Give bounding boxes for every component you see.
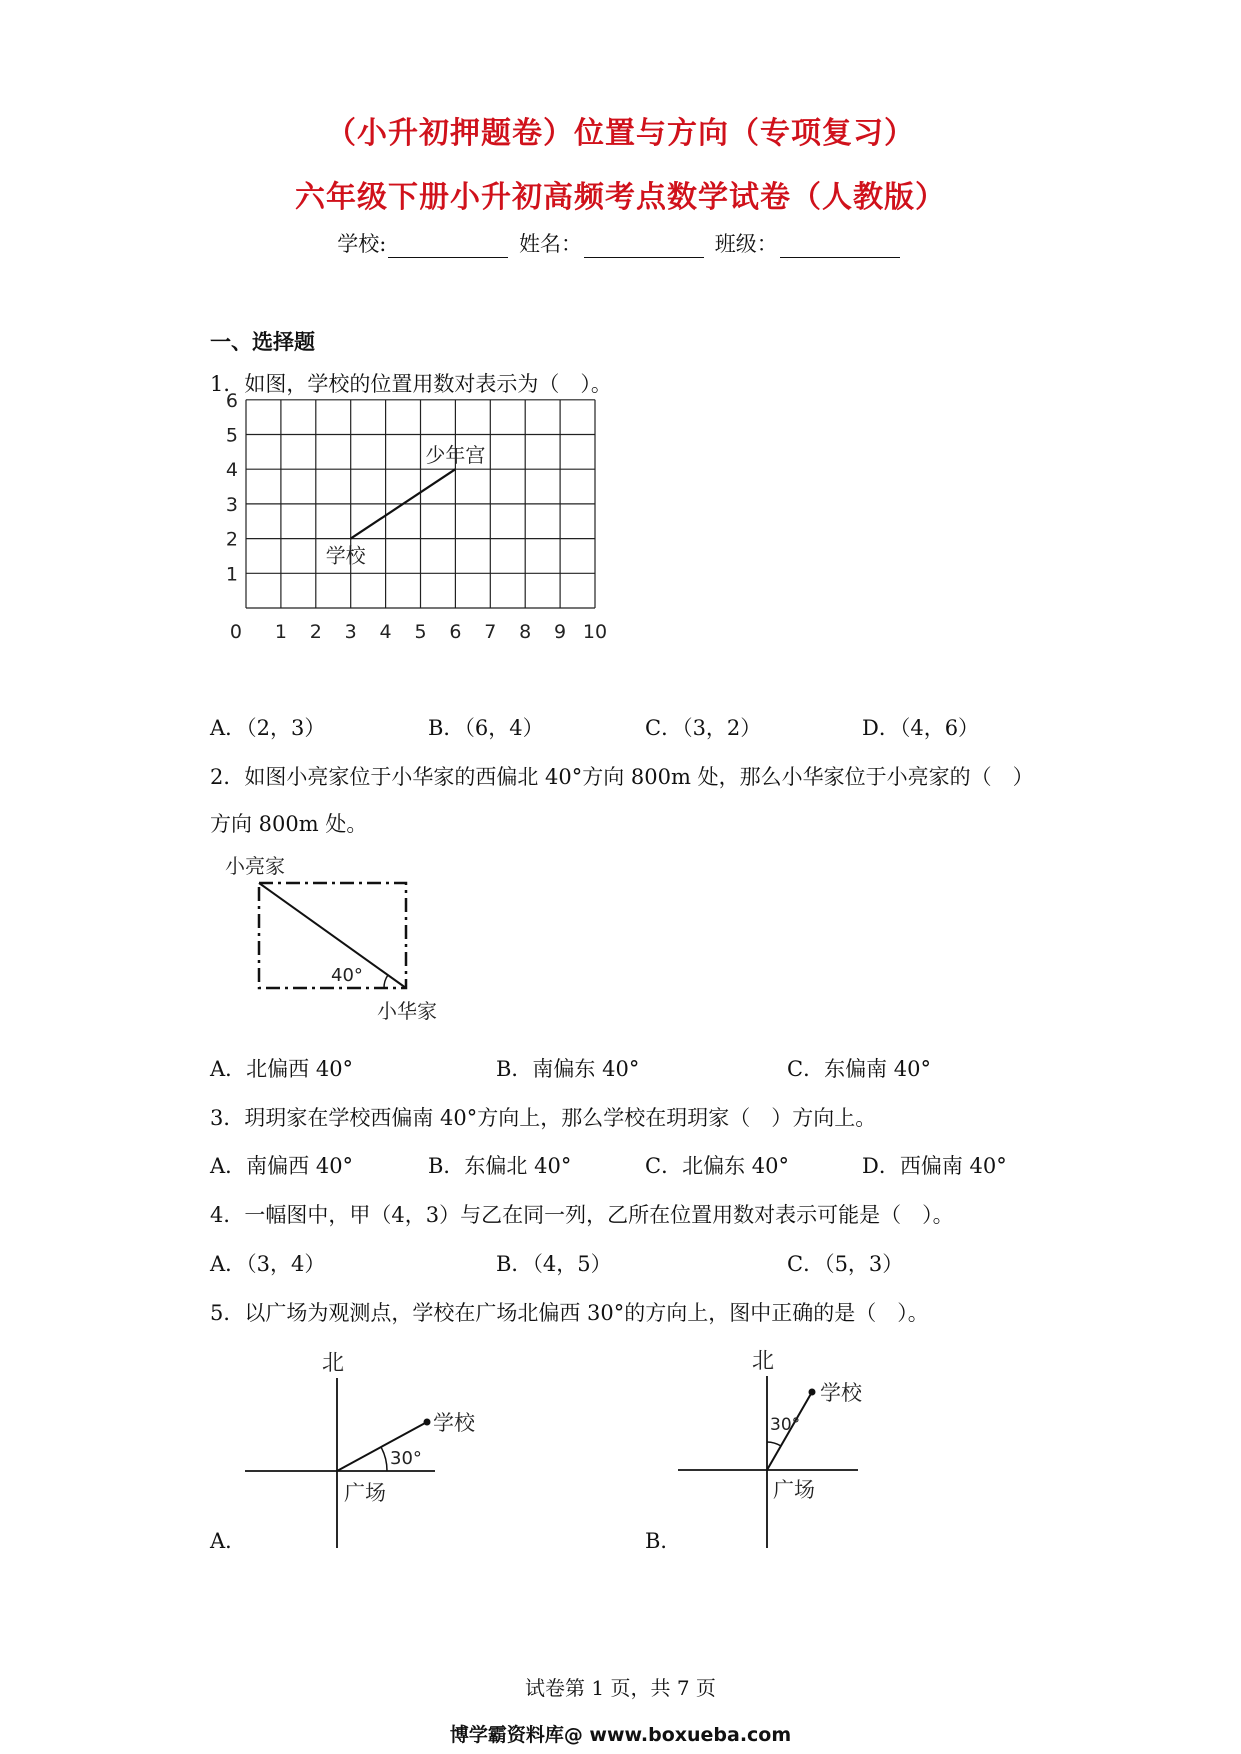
y-tick-label: 4 <box>225 459 238 482</box>
q1-option-a[interactable]: A．（2，3） <box>210 716 326 740</box>
school-point-b <box>809 1389 816 1396</box>
x-tick-label: 7 <box>484 621 497 643</box>
angle-label: 40° <box>331 965 363 986</box>
school-label-point: 学校 <box>325 543 366 568</box>
x-tick-label: 1 <box>274 621 287 643</box>
q5-option-b[interactable]: B． <box>645 1529 682 1553</box>
q3-option-c[interactable]: C．北偏东 40° <box>645 1154 789 1178</box>
q1-option-d[interactable]: D．（4，6） <box>862 716 980 740</box>
q4-option-b[interactable]: B．（4，5） <box>496 1252 612 1276</box>
angle-label-b: 30° <box>770 1415 801 1435</box>
school-label-a: 学校 <box>433 1411 475 1435</box>
x-tick-label: 8 <box>519 621 532 643</box>
y-tick-label: 6 <box>225 389 238 412</box>
plaza-label-b: 广场 <box>773 1478 815 1502</box>
watermark: 博学霸资料库@ www.boxueba.com <box>449 1724 792 1746</box>
angle-label-a: 30° <box>390 1448 422 1469</box>
north-label-a: 北 <box>322 1351 345 1376</box>
x-tick-label: 0 <box>229 621 242 643</box>
q4-option-a[interactable]: A．（3，4） <box>210 1252 326 1276</box>
question-2-direction-figure <box>215 848 455 1028</box>
q3-option-a[interactable]: A．南偏西 40° <box>210 1154 354 1178</box>
question-1-grid-figure <box>200 389 640 680</box>
xiaohua-home-label: 小华家 <box>377 999 437 1023</box>
y-tick-label: 2 <box>225 528 238 551</box>
angle-arc-b <box>767 1442 781 1446</box>
name-label: 姓名： <box>519 232 583 256</box>
x-tick-label: 10 <box>582 621 608 643</box>
q2-option-b[interactable]: B．南偏东 40° <box>496 1057 640 1081</box>
school-field[interactable] <box>388 237 508 258</box>
page-number: 试卷第 1 页，共 7 页 <box>525 1676 716 1700</box>
angle-arc <box>384 975 388 988</box>
class-label: 班级： <box>714 232 778 256</box>
y-tick-label: 3 <box>225 493 238 516</box>
y-tick-label: 1 <box>225 563 238 586</box>
q2-option-a[interactable]: A．北偏西 40° <box>210 1057 354 1081</box>
x-tick-label: 6 <box>449 621 462 643</box>
question-2-text-line-1: 2．如图小亮家位于小华家的西偏北 40°方向 800m 处，那么小华家位于小亮家的（ ） <box>210 765 1034 789</box>
x-tick-label: 4 <box>379 621 392 643</box>
question-5-figure-a <box>240 1340 500 1560</box>
y-tick-label: 5 <box>225 424 238 447</box>
youth-palace-label: 少年宫 <box>425 443 486 468</box>
q3-option-b[interactable]: B．东偏北 40° <box>428 1154 572 1178</box>
plaza-label-a: 广场 <box>344 1481 386 1505</box>
question-5-text: 5．以广场为观测点，学校在广场北偏西 30°的方向上，图中正确的是（ ）。 <box>210 1301 929 1325</box>
x-tick-label: 9 <box>554 621 567 643</box>
q1-option-b[interactable]: B．（6，4） <box>428 716 544 740</box>
section-title: 一、选择题 <box>210 330 315 354</box>
school-point-a <box>424 1419 431 1426</box>
angle-arc-a <box>381 1447 387 1471</box>
school-label-b: 学校 <box>820 1381 862 1405</box>
q2-option-c[interactable]: C．东偏南 40° <box>787 1057 931 1081</box>
q4-option-c[interactable]: C．（5，3） <box>787 1252 904 1276</box>
question-2-text-line-2: 方向 800m 处。 <box>210 812 368 836</box>
x-tick-label: 2 <box>309 621 322 643</box>
q1-option-c[interactable]: C．（3，2） <box>645 716 762 740</box>
title-line-2: 六年级下册小升初高频考点数学试卷（人教版） <box>295 180 946 215</box>
question-1-text: 1．如图，学校的位置用数对表示为（ ）。 <box>210 372 612 396</box>
x-tick-label: 3 <box>344 621 357 643</box>
question-3-text: 3．玥玥家在学校西偏南 40°方向上，那么学校在玥玥家（ ）方向上。 <box>210 1106 877 1130</box>
school-label: 学校: <box>337 232 387 256</box>
class-field[interactable] <box>780 237 900 258</box>
student-info <box>0 228 1241 258</box>
q3-option-d[interactable]: D．西偏南 40° <box>862 1154 1007 1178</box>
xiaoliang-home-label: 小亮家 <box>225 854 285 878</box>
q5-option-a[interactable]: A． <box>210 1529 247 1553</box>
name-field[interactable] <box>584 237 704 258</box>
question-5-figure-b <box>670 1340 910 1560</box>
x-tick-label: 5 <box>414 621 427 643</box>
title-line-1: （小升初押题卷）位置与方向（专项复习） <box>326 116 915 151</box>
question-4-text: 4．一幅图中，甲（4，3）与乙在同一列，乙所在位置用数对表示可能是（ ）。 <box>210 1203 954 1227</box>
north-label-b: 北 <box>752 1349 775 1374</box>
